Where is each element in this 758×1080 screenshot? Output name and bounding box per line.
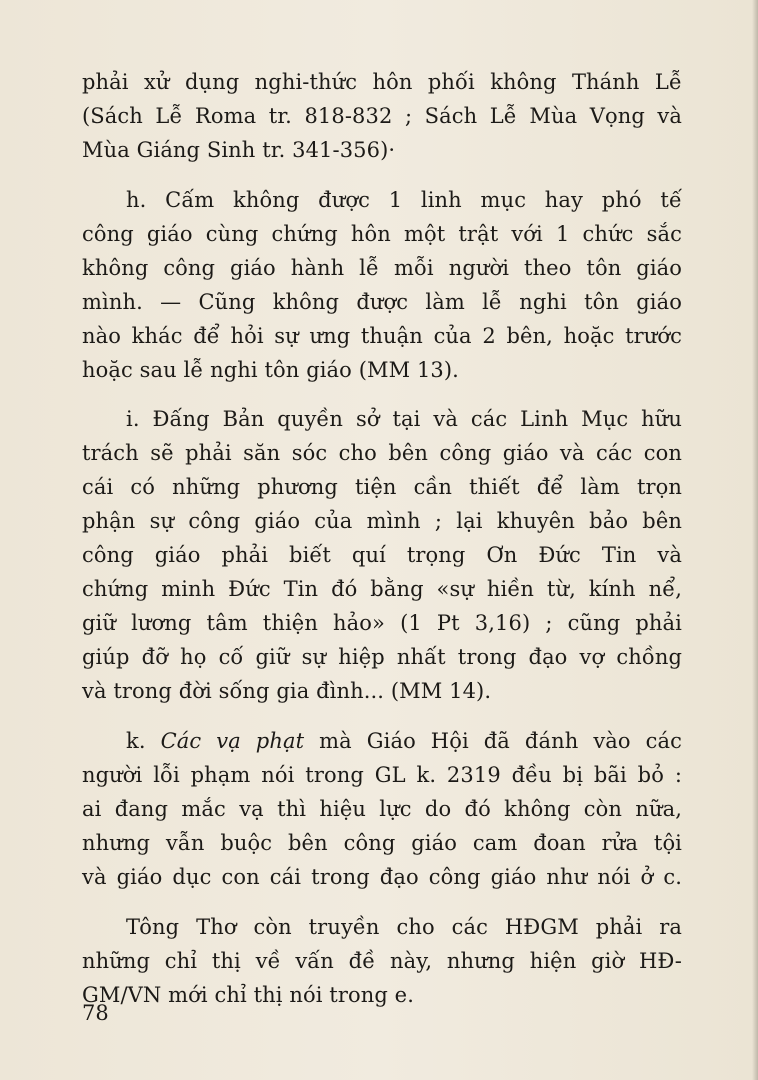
text-line: công giáo cùng chứng hôn một trật với 1 chức sắc [82,222,682,246]
text-line: những chỉ thị về vấn đề này, nhưng hiện giờ HĐ- [82,949,682,973]
text-line: công giáo phải biết quí trọng Ơn Đức Tin và [82,543,682,567]
text-line: phải xử dụng nghi-thức hôn phối không Thánh Lễ [82,70,682,94]
text-line: không công giáo hành lễ mỗi người theo tôn giáo [82,256,682,280]
text-line: mình. — Cũng không được làm lễ nghi tôn giáo [82,290,682,314]
text-line: trách sẽ phải săn sóc cho bên công giáo và các con [82,441,682,465]
text-line: chứng minh Đức Tin đó bằng «sự hiền từ, kính nể, [82,577,682,601]
paragraph-k-prefix: k. [126,729,161,753]
paragraph-i-line: i. Đấng Bản quyền sở tại và các Linh Mục hữu [126,407,682,431]
paragraph-k-rest: mà Giáo Hội đã đánh vào các [304,729,682,753]
page-edge-shadow [752,0,758,1080]
text-line: nhưng vẫn buộc bên công giáo cam đoan rửa tội [82,831,682,855]
final-paragraph-line: Tông Thơ còn truyền cho các HĐGM phải ra [126,915,682,939]
paragraph-k-italic-term: Các vạ phạt [160,729,305,753]
page-number: 78 [82,1001,109,1025]
text-line: giữ lương tâm thiện hảo» (1 Pt 3,16) ; cũng phải [82,611,682,635]
text-line: và trong đời sống gia đình... (MM 14). [82,679,492,703]
text-line: Mùa Giáng Sinh tr. 341-356)· [82,138,396,162]
text-line: người lỗi phạm nói trong GL k. 2319 đều bị bãi bỏ : [82,763,682,787]
paragraph-h-line: h. Cấm không được 1 linh mục hay phó tế [126,188,682,212]
text-line: cái có những phương tiện cần thiết để làm trọn [82,475,682,499]
text-line: (Sách Lễ Roma tr. 818-832 ; Sách Lễ Mùa Vọng và [82,104,682,128]
text-line: ai đang mắc vạ thì hiệu lực do đó không còn nữa, [82,797,682,821]
text-line: GM/VN mới chỉ thị nói trong e. [82,983,414,1007]
text-line: hoặc sau lễ nghi tôn giáo (MM 13). [82,358,459,382]
text-line: phận sự công giáo của mình ; lại khuyên bảo bên [82,509,682,533]
text-line: nào khác để hỏi sự ưng thuận của 2 bên, hoặc trước [82,324,682,348]
paragraph-k-line [126,725,682,757]
text-line: và giáo dục con cái trong đạo công giáo như nói ở c. [82,865,682,889]
text-line: giúp đỡ họ cố giữ sự hiệp nhất trong đạo vợ chồng [82,645,682,669]
